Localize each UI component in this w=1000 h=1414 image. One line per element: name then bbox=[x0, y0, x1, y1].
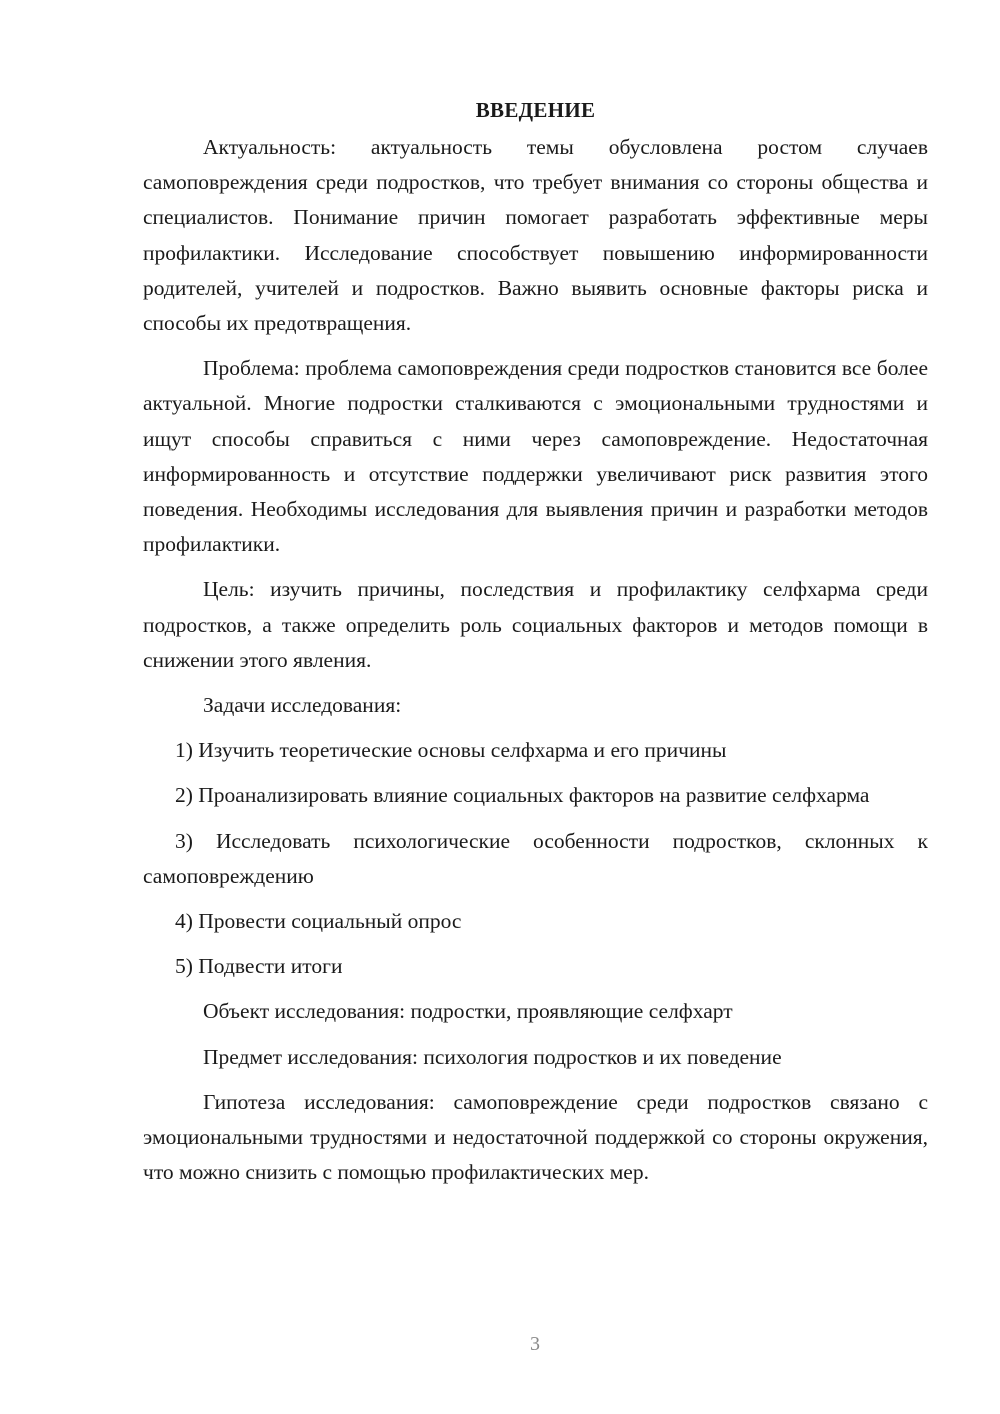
goal-paragraph: Цель: изучить причины, последствия и профилактику селфхарма среди подростков, а также определить роль социальных факторов и методов помощи в снижении этого явления. bbox=[143, 577, 928, 672]
section-heading: ВВЕДЕНИЕ bbox=[475, 98, 596, 122]
document-page bbox=[143, 95, 928, 1200]
subject-paragraph: Предмет исследования: психология подростков и их поведение bbox=[203, 1044, 782, 1069]
task-item-1: 1) Изучить теоретические основы селфхарма и его причины bbox=[175, 738, 727, 763]
task-item-2: 2) Проанализировать влияние социальных факторов на развитие селфхарма bbox=[175, 783, 870, 808]
task-item-3: 3) Исследовать психологические особенности подростков, склонных к самоповреждению bbox=[143, 828, 928, 888]
problem-paragraph: Проблема: проблема самоповреждения среди подростков становится все более актуальной. Многие подростки сталкиваются с эмоциональными трудностями и ищут способы справиться с ними через самоповреждение. Недостаточная информированность и отсутствие поддержки увеличивают риск развития этого поведения. Необходимы исследования для выявления причин и разработки методов профилактики. bbox=[143, 356, 928, 557]
tasks-title: Задачи исследования: bbox=[203, 693, 402, 718]
object-paragraph: Объект исследования: подростки, проявляющие селфхарт bbox=[203, 999, 733, 1024]
page-number: 3 bbox=[530, 1333, 540, 1355]
relevance-paragraph: Актуальность: актуальность темы обусловлена ростом случаев самоповреждения среди подростков, что требует внимания со стороны общества и специалистов. Понимание причин помогает разработать эффективные меры профилактики. Исследование способствует повышению информированности родителей, учителей и подростков. Важно выявить основные факторы риска и способы их предотвращения. bbox=[143, 135, 928, 336]
task-item-5: 5) Подвести итоги bbox=[175, 954, 343, 979]
task-item-4: 4) Провести социальный опрос bbox=[175, 909, 462, 934]
hypothesis-paragraph: Гипотеза исследования: самоповреждение среди подростков связано с эмоциональными трудностями и недостаточной поддержкой со стороны окружения, что можно снизить с помощью профилактических мер. bbox=[143, 1089, 928, 1185]
